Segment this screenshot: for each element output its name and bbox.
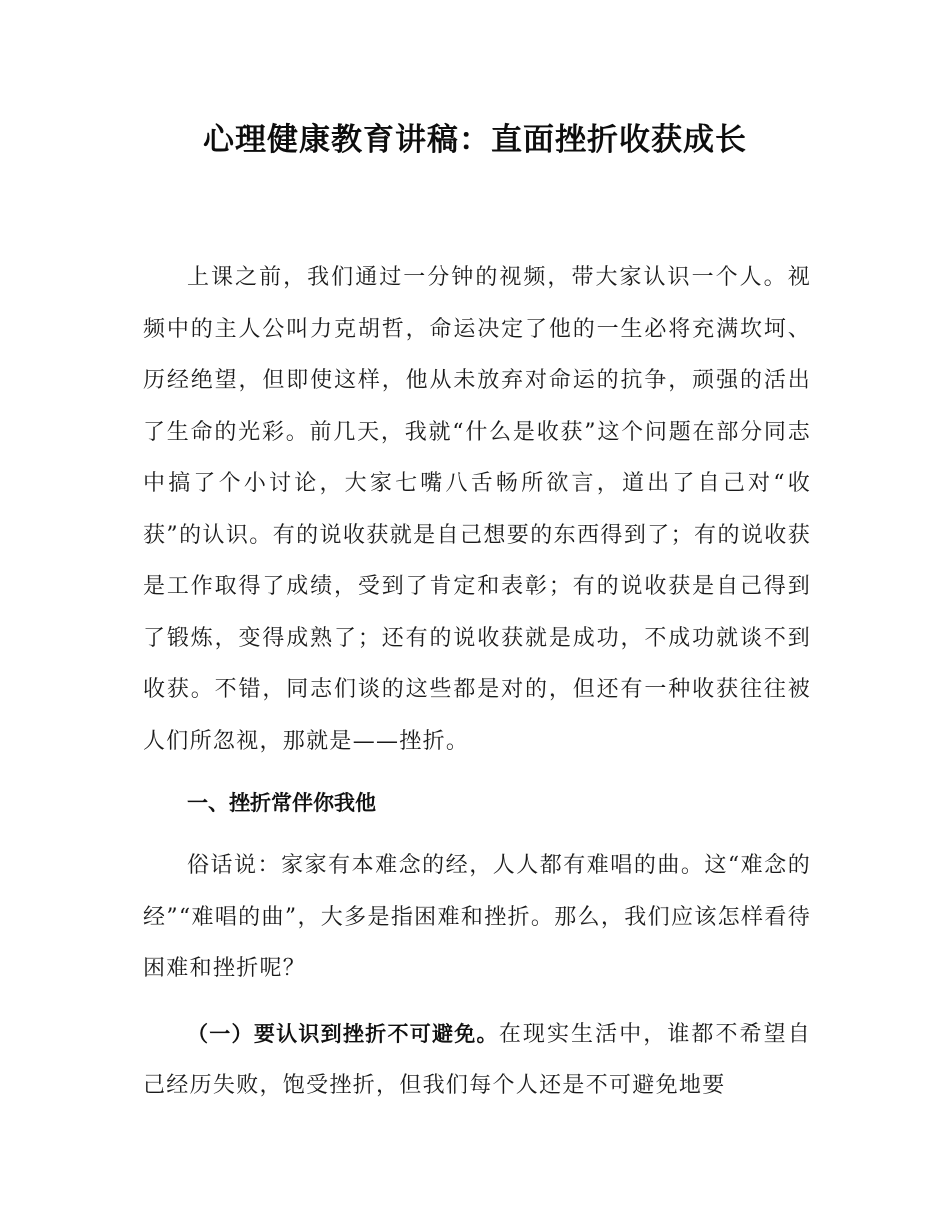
subsection1-paragraph [143, 1009, 811, 1112]
subsection1-text: 在现实生活中，谁都不希望自己经历失败，饱受挫折，但我们每个人还是不可避免地要 [143, 1021, 812, 1098]
document-title: 心理健康教育讲稿：直面挫折收获成长 [203, 122, 747, 158]
intro-paragraph: 上课之前，我们通过一分钟的视频，带大家认识一个人。视频中的主人公叫力克胡哲，命运决定了他的一生必将充满坎坷、历经绝望，但即使这样，他从未放弃对命运的抗争，顽强的活出了生命的光彩。前几天，我就“什么是收获”这个问题在部分同志中搞了个小讨论，大家七嘴八舌畅所欲言，道出了自己对“收获”的认识。有的说收获就是自己想要的东西得到了；有的说收获是工作取得了成绩，受到了肯定和表彰；有的说收获是自己得到了锻炼，变得成熟了；还有的说收获就是成功，不成功就谈不到收获。不错，同志们谈的这些都是对的，但还有一种收获往往被人们所忽视，那就是——挫折。 [143, 265, 811, 754]
subsection1-lead: （一）要认识到挫折不可避免。 [187, 1021, 499, 1046]
section1-paragraph: 俗话说：家家有本难念的经，人人都有难唱的曲。这“难念的经”“难唱的曲”，大多是指困难和挫折。那么，我们应该怎样看待困难和挫折呢？ [143, 853, 811, 981]
document-body [143, 252, 811, 1112]
section-heading-1: 一、挫折常伴你我他 [187, 791, 376, 815]
